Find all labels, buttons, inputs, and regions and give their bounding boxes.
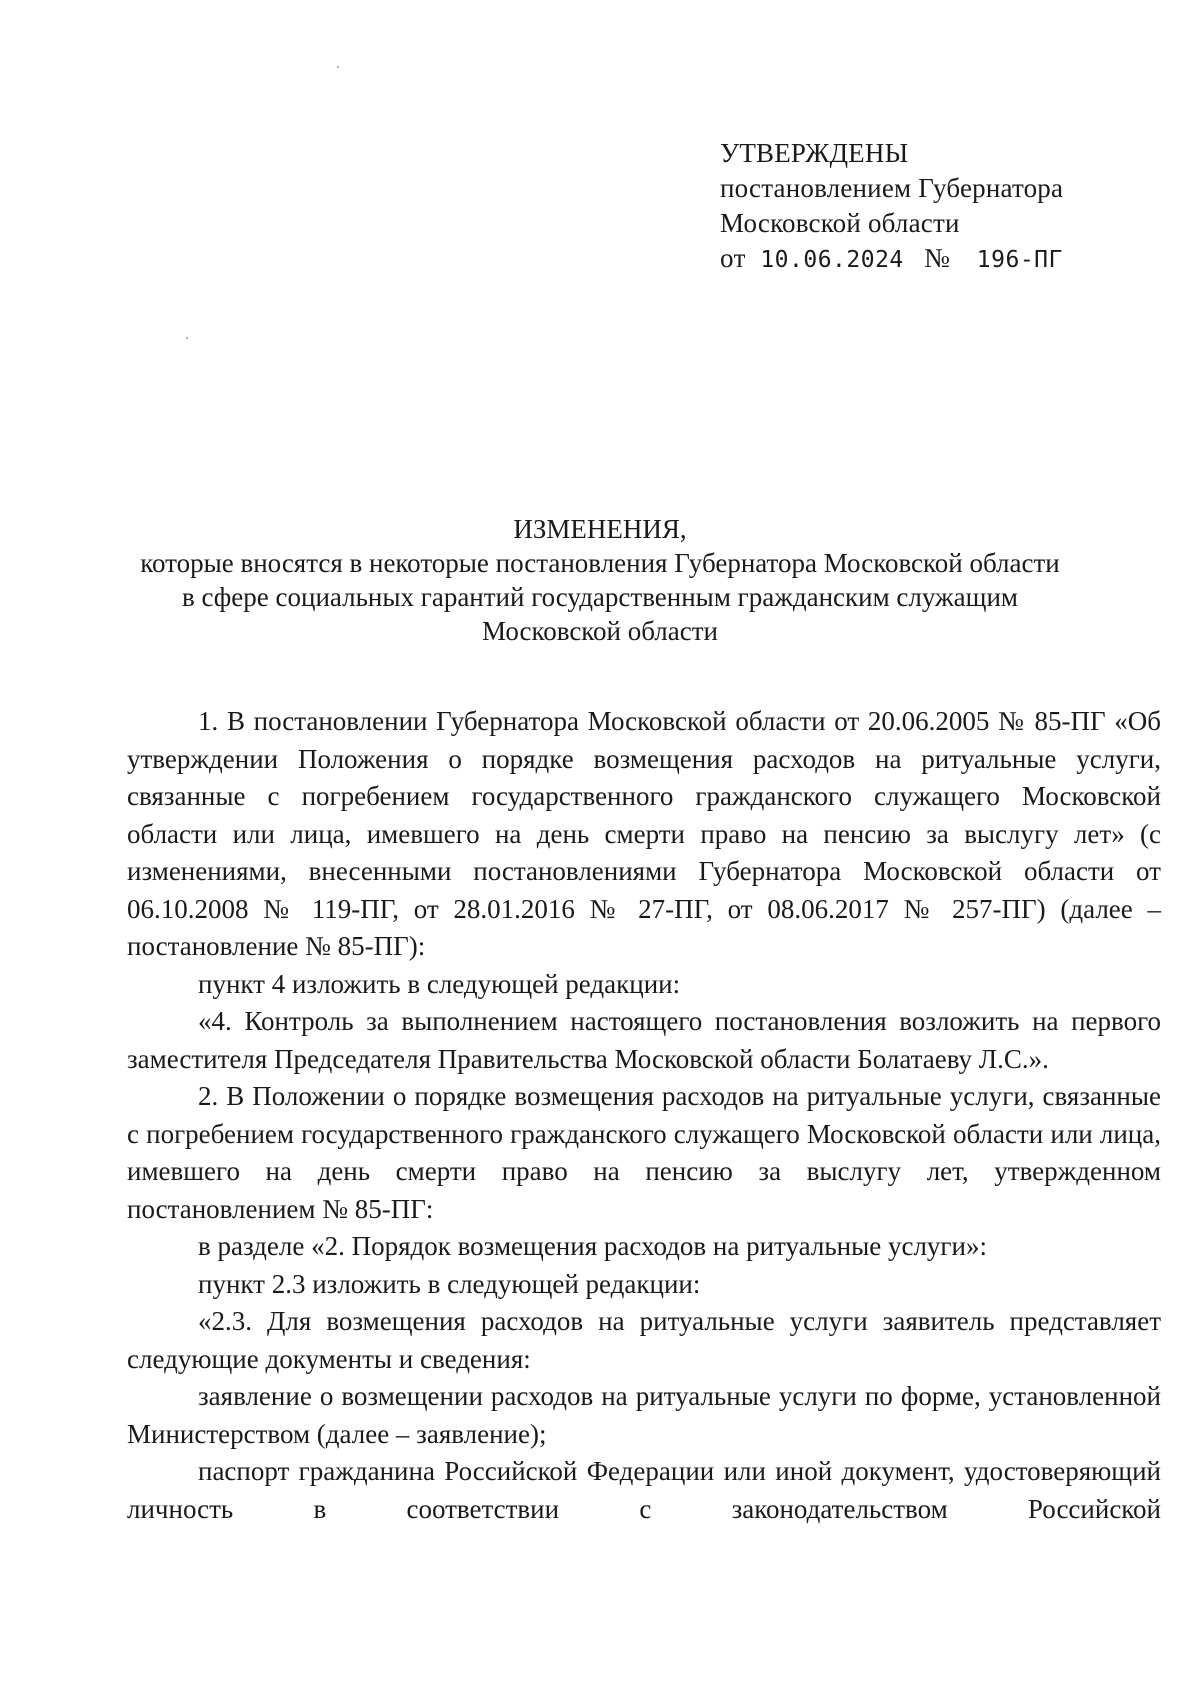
body-paragraph: «4. Контроль за выполнением настоящего постановления возложить на первого заместителя Председателя Правительства Московской области Болатаеву Л.С.». [127, 1006, 1161, 1074]
body-paragraph: заявление о возмещении расходов на ритуальные услуги по форме, установленной Министерством (далее – заявление); [127, 1381, 1161, 1449]
approval-date-line [720, 241, 1063, 278]
approval-number: 196-ПГ [976, 247, 1063, 273]
document-title-block [120, 512, 1080, 648]
approval-stamp-block [720, 136, 1063, 278]
body-paragraph: пункт 4 изложить в следующей редакции: [198, 968, 681, 999]
approval-authority: постановлением Губернатора [720, 173, 1064, 203]
body-paragraph: в разделе «2. Порядок возмещения расходов на ритуальные услуги»: [198, 1231, 987, 1261]
document-title: ИЗМЕНЕНИЯ, [513, 514, 687, 544]
body-paragraph: паспорт гражданина Российской Федерации или иной документ, удостоверяющий личность в соответствии с законодательством Российской [127, 1456, 1161, 1524]
document-subtitle-line-3: Московской области [481, 616, 718, 646]
body-paragraph: «2.3. Для возмещения расходов на ритуальные услуги заявитель представляет следующие документы и сведения: [127, 1306, 1161, 1374]
body-paragraph: 1. В постановлении Губернатора Московской области от 20.06.2005 № 85-ПГ «Об утверждении Положения о порядке возмещения расходов на ритуальные услуги, связанные с погребением государственного гражданского служащего Московской области или лица, имевшего на день смерти право на пенсию за выслугу лет» (с изменениями, внесенными постановлениями Губернатора Московской области от 06.10.2008 № 119-ПГ, от 28.01.2016 № 27-ПГ, от 08.06.2017 № 257-ПГ) (далее – постановление № 85-ПГ): [127, 706, 1161, 961]
scan-speck [337, 66, 339, 68]
body-paragraph: 2. В Положении о порядке возмещения расходов на ритуальные услуги, связанные с погребением государственного гражданского служащего Московской области или лица, имевшего на день смерти право на пенсию за выслугу лет, утвержденном постановлением № 85-ПГ: [127, 1081, 1161, 1224]
approval-date-prefix: от [720, 243, 746, 273]
approval-number-sign: № [924, 243, 951, 273]
approval-date: 10.06.2024 [760, 247, 904, 273]
document-subtitle-line-1: которые вносятся в некоторые постановления Губернатора Московской области [140, 548, 1060, 578]
document-body [127, 703, 1161, 1528]
approval-region: Московской области [720, 208, 960, 238]
document-subtitle-line-2: в сфере социальных гарантий государственным гражданским служащим [182, 582, 1018, 612]
approval-heading: УТВЕРЖДЕНЫ [720, 138, 909, 168]
body-paragraph: пункт 2.3 изложить в следующей редакции: [198, 1268, 701, 1299]
scan-speck [186, 337, 188, 339]
